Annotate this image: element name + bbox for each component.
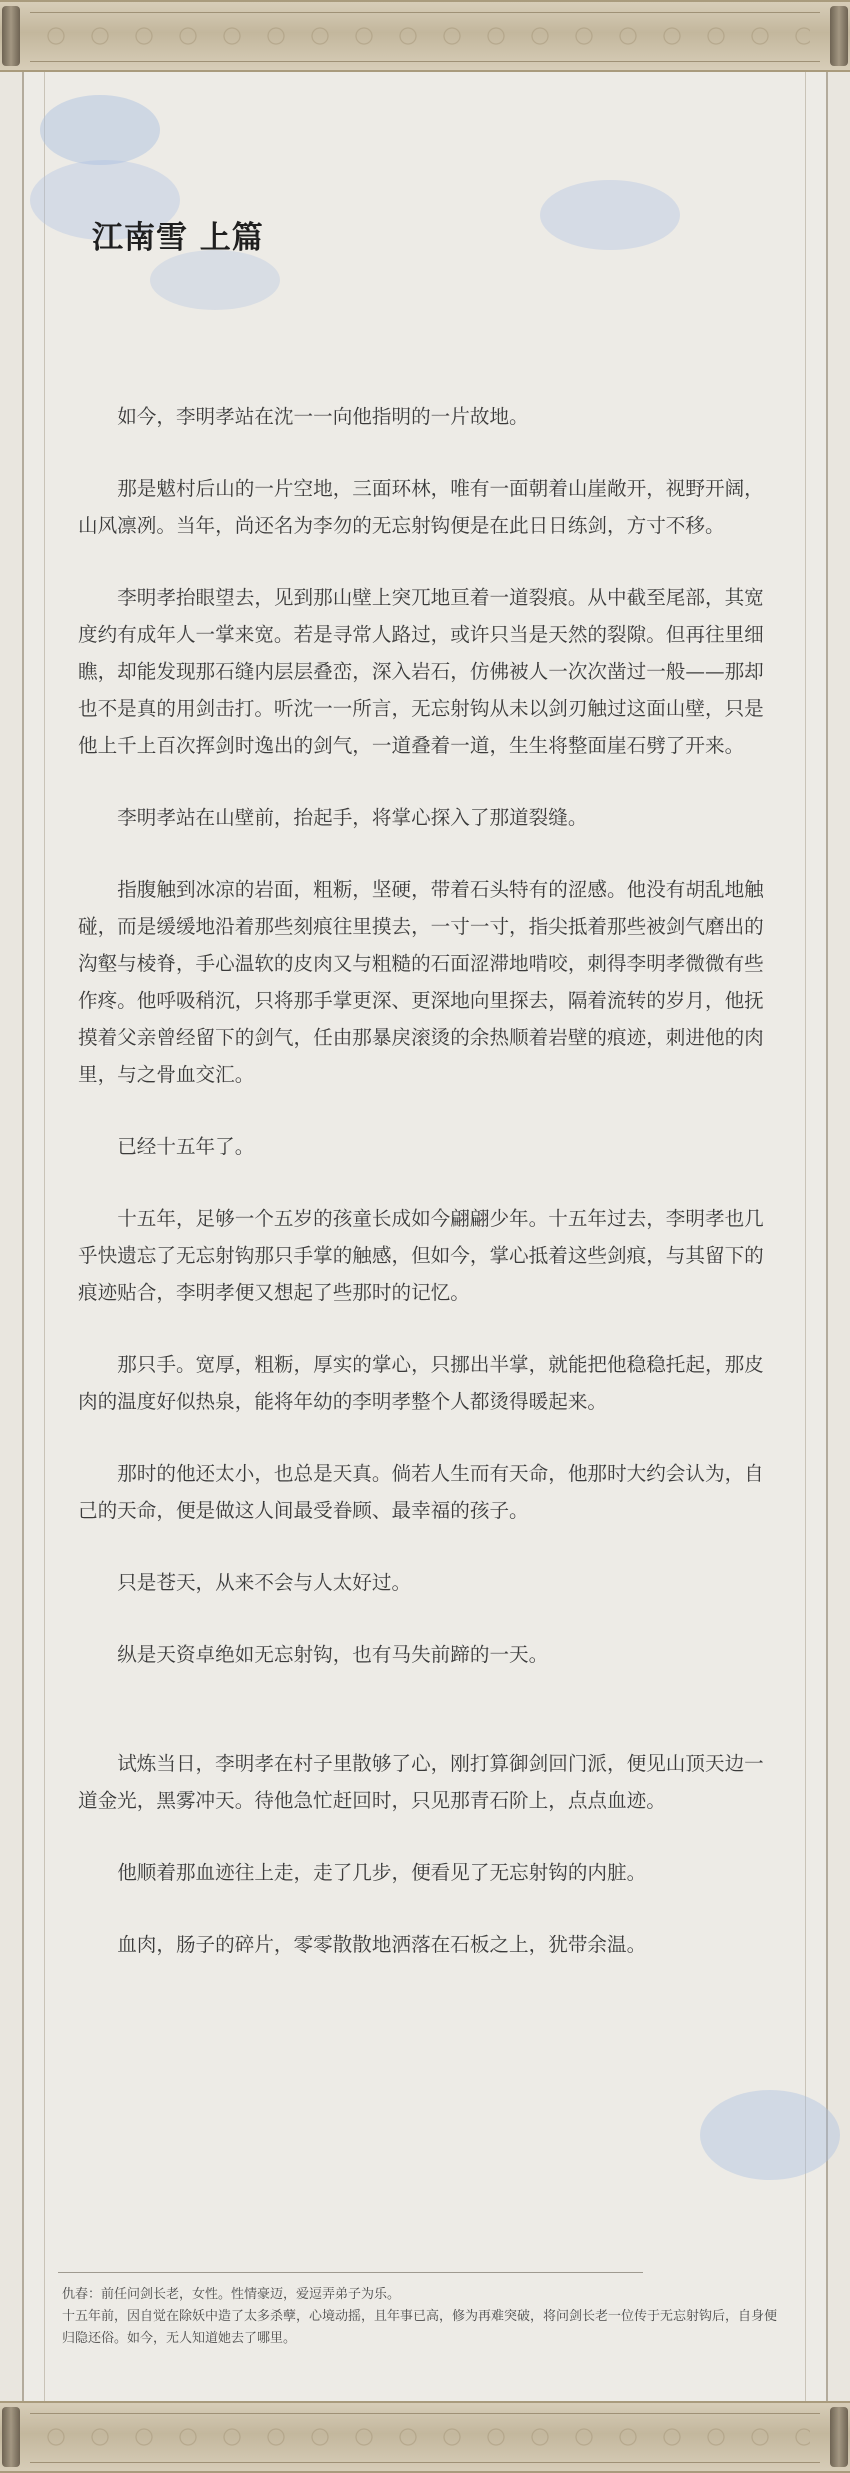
- story-paragraph: 那时的他还太小，也总是天真。倘若人生而有天命，他那时大约会认为，自己的天命，便是做这人间最受眷顾、最幸福的孩子。: [78, 1462, 764, 1522]
- story-paragraph: 纵是天资卓绝如无忘射钩，也有马失前蹄的一天。: [117, 1643, 549, 1666]
- story-paragraph: 李明孝抬眼望去，见到那山壁上突兀地亘着一道裂痕。从中截至尾部，其宽度约有成年人一掌来宽。若是寻常人路过，或许只当是天然的裂隙。但再往里细瞧，却能发现那石缝内层层叠峦，深入岩石，仿佛被人一次次凿过一般——那却也不是真的用剑击打。听沈一一所言，无忘射钩从未以剑刃触过这面山壁，只是他上千上百次挥剑时逸出的剑气，一道叠着一道，生生将整面崖石劈了开来。: [78, 586, 764, 757]
- story-paragraph: 指腹触到冰凉的岩面，粗粝，坚硬，带着石头特有的涩感。他没有胡乱地触碰，而是缓缓地沿着那些刻痕往里摸去，一寸一寸，指尖抵着那些被剑气磨出的沟壑与棱脊，手心温软的皮肉又与粗糙的石面涩滞地啃咬，刺得李明孝微微有些作疼。他呼吸稍沉，只将那手掌更深、更深地向里探去，隔着流转的岁月，他抚摸着父亲曾经留下的剑气，任由那暴戾滚烫的余热顺着岩壁的痕迹，刺进他的肉里，与之骨血交汇。: [78, 878, 764, 1086]
- story-paragraph: 那是魃村后山的一片空地，三面环林，唯有一面朝着山崖敞开，视野开阔，山风凛冽。当年，尚还名为李勿的无忘射钩便是在此日日练剑，方寸不移。: [78, 477, 764, 537]
- footnote: [62, 2284, 782, 2350]
- cloud-decoration-top-mid: [150, 250, 280, 310]
- rod-cloud-pattern: [40, 20, 810, 52]
- rod-cap-left: [2, 2407, 20, 2467]
- scroll-bottom-rod: [0, 2401, 850, 2473]
- story-paragraph: 如今，李明孝站在沈一一向他指明的一片故地。: [117, 405, 529, 428]
- footnote-divider: [58, 2272, 643, 2273]
- cloud-decoration-top-left: [40, 95, 160, 165]
- story-paragraph: 那只手。宽厚，粗粝，厚实的掌心，只挪出半掌，就能把他稳稳托起，那皮肉的温度好似热泉，能将年幼的李明孝整个人都烫得暖起来。: [78, 1353, 764, 1413]
- footnote-line-2: 十五年前，因自觉在除妖中造了太多杀孽，心境动摇，且年事已高，修为再难突破，将问剑长老一位传于无忘射钩后，自身便归隐还俗。如今，无人知道她去了哪里。: [62, 2309, 778, 2346]
- story-body: [78, 398, 782, 1998]
- page-title: 江南雪 上篇: [92, 220, 264, 256]
- rod-cloud-pattern: [40, 2421, 810, 2453]
- cloud-decoration-top-right: [540, 180, 680, 250]
- story-paragraph: 血肉，肠子的碎片，零零散散地洒落在石板之上，犹带余温。: [117, 1933, 647, 1956]
- story-paragraph: 他顺着那血迹往上走，走了几步，便看见了无忘射钩的内脏。: [117, 1861, 647, 1884]
- rod-cap-right: [830, 2407, 848, 2467]
- footnote-line-1: 仇春：前任问剑长老，女性。性情豪迈，爱逗弄弟子为乐。: [62, 2287, 401, 2302]
- story-paragraph: 李明孝站在山壁前，抬起手，将掌心探入了那道裂缝。: [117, 806, 588, 829]
- story-paragraph: 已经十五年了。: [117, 1135, 255, 1158]
- rod-cap-left: [2, 6, 20, 66]
- story-paragraph: 试炼当日，李明孝在村子里散够了心，刚打算御剑回门派，便见山顶天边一道金光，黑雾冲天。待他急忙赶回时，只见那青石阶上，点点血迹。: [78, 1752, 764, 1812]
- rod-cap-right: [830, 6, 848, 66]
- cloud-decoration-bottom-right: [700, 2090, 840, 2180]
- scroll-top-rod: [0, 0, 850, 72]
- story-paragraph: 十五年，足够一个五岁的孩童长成如今翩翩少年。十五年过去，李明孝也几乎快遗忘了无忘射钩那只手掌的触感，但如今，掌心抵着这些剑痕，与其留下的痕迹贴合，李明孝便又想起了些那时的记忆。: [78, 1207, 764, 1304]
- story-paragraph: 只是苍天，从来不会与人太好过。: [117, 1571, 412, 1594]
